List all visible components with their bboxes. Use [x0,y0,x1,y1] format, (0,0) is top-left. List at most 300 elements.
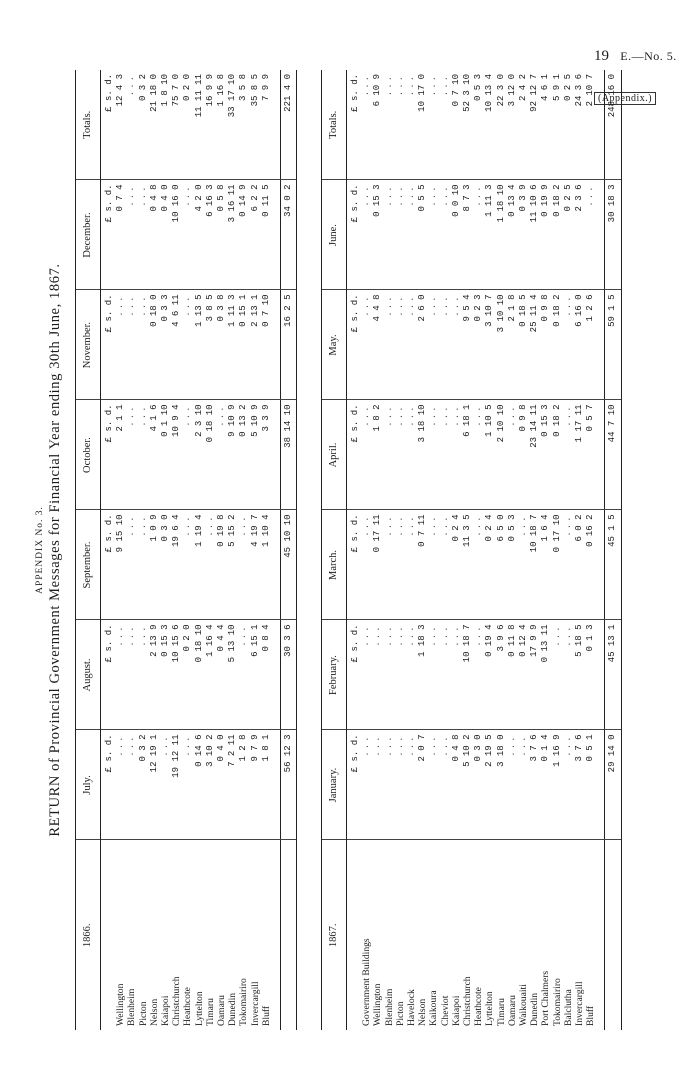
amount-cell: 1 11 3 [484,180,495,290]
amount-cell: 11 10 6 [529,180,540,290]
amount-cell: ... [440,510,451,620]
amount-cell: 0 14 9 [238,180,249,290]
amount-cell: 0 2 4 [451,510,462,620]
amount-cell: 0 3 2 [138,70,149,180]
amount-cell: ... [395,510,406,620]
amount-cell: 1 8 1 [261,730,272,840]
station-name: Timaru [204,998,216,1026]
station-name: Kaikoura [428,990,440,1026]
station-name: Nelson [148,998,160,1026]
amount-cell: ... [361,400,372,510]
amount-cell: 0 4 0 [216,730,227,840]
table-row [115,70,126,1030]
currency-units: £ s. d. [101,180,116,290]
amount-cell: 75 7 0 [171,70,182,180]
table-row [518,70,529,1030]
station-name: Picton [394,1001,406,1026]
amount-cell: ... [552,620,563,730]
amount-cell: 52 3 10 [462,70,473,180]
totals-label [281,840,297,1030]
table-row [417,70,428,1030]
amount-cell: 0 18 2 [552,290,563,400]
currency-units: £ s. d. [347,290,362,400]
amount-cell: 0 19 8 [216,510,227,620]
amount-cell: 0 1 3 [585,620,596,730]
amount-cell: 10 18 7 [462,620,473,730]
amount-cell: 3 18 0 [496,730,507,840]
column-header-july: July. [76,730,101,840]
amount-cell: ... [563,510,574,620]
amount-cell: 4 6 11 [171,290,182,400]
units-row [347,70,362,1030]
station-name: Balclutha [562,989,574,1026]
table-row [171,70,182,1030]
station-name: Waikouaiti [518,984,530,1026]
column-header-june: June. [322,180,347,290]
station-name: Christchurch [462,976,474,1026]
amount-cell: ... [216,400,227,510]
amount-cell: ... [406,180,417,290]
amount-cell: 2 10 7 [585,70,596,180]
header-row [76,70,101,1030]
amount-cell: ... [115,730,126,840]
amount-cell: 0 18 10 [194,620,205,730]
table-row [496,70,507,1030]
amount-cell: 0 13 4 [507,180,518,290]
messages-table-1866 [75,70,297,1030]
spacer-cell [272,70,281,180]
amount-cell: 1 19 4 [194,510,205,620]
table-row [138,70,149,1030]
currency-units: £ s. d. [101,70,116,180]
amount-cell: 5 10 2 [462,730,473,840]
amount-cell: ... [440,290,451,400]
table-row [585,70,596,1030]
station-name: Oamaru [216,995,228,1026]
table-row [428,70,439,1030]
spacer-cell [596,400,605,510]
amount-cell: 0 2 4 [484,510,495,620]
station-name: Invercargill [574,981,586,1026]
amount-cell: ... [205,510,216,620]
amount-cell: 0 19 4 [484,620,495,730]
amount-cell: 0 2 0 [182,620,193,730]
amount-cell: ... [182,180,193,290]
amount-cell: 11 11 11 [194,70,205,180]
station-name: Port Chalmers [540,970,552,1026]
total-amount: 221 4 0 [281,70,297,180]
amount-cell: 5 9 1 [552,70,563,180]
amount-cell: 35 8 5 [250,70,261,180]
amount-cell: ... [395,620,406,730]
amount-cell: 1 10 5 [484,400,495,510]
amount-cell: 0 11 5 [261,180,272,290]
amount-cell: 0 18 2 [552,180,563,290]
amount-cell: 2 13 9 [149,620,160,730]
spacer-cell [272,620,281,730]
amount-cell: 92 12 7 [529,70,540,180]
currency-units: £ s. d. [347,730,362,840]
amount-cell: 0 11 8 [507,620,518,730]
amount-cell: 2 19 5 [484,730,495,840]
amount-cell: 9 10 9 [227,400,238,510]
amount-cell: 3 3 9 [261,400,272,510]
amount-cell: 0 7 10 [451,70,462,180]
amount-cell: ... [406,290,417,400]
amount-cell: ... [238,620,249,730]
column-header-march: March. [322,510,347,620]
amount-cell: 1 10 4 [261,510,272,620]
amount-cell: 6 5 0 [496,510,507,620]
amount-cell: 0 3 9 [518,180,529,290]
amount-cell: 0 15 3 [372,180,383,290]
column-header-december: December. [76,180,101,290]
amount-cell: 0 3 3 [160,290,171,400]
amount-cell: ... [384,510,395,620]
amount-cell: ... [451,290,462,400]
amount-cell: ... [563,620,574,730]
amount-cell: 0 3 0 [160,510,171,620]
station-name: Christchurch [171,976,183,1026]
spacer-cell [596,840,605,1030]
total-amount: 30 3 6 [281,620,297,730]
amount-cell: 3 10 2 [205,730,216,840]
station-name: Havelock [406,989,418,1026]
amount-cell: 0 5 3 [473,70,484,180]
amount-cell: ... [126,730,137,840]
station-name: Government Buildings [361,938,373,1026]
spacer-cell [272,730,281,840]
table-row [552,70,563,1030]
amount-cell: ... [138,290,149,400]
amount-cell: 2 13 1 [250,290,261,400]
table-row [462,70,473,1030]
amount-cell: 1 6 4 [540,510,551,620]
amount-cell: ... [361,510,372,620]
page-number: 19 [594,48,609,64]
table-row [149,70,160,1030]
table-row [507,70,518,1030]
messages-table-1867 [321,70,622,1030]
amount-cell: 3 9 6 [496,620,507,730]
amount-cell: 5 13 10 [227,620,238,730]
amount-cell: 5 10 9 [250,400,261,510]
amount-cell: ... [182,400,193,510]
amount-cell: ... [440,400,451,510]
amount-cell: 6 2 2 [250,180,261,290]
table-row [194,70,205,1030]
amount-cell: 3 12 0 [507,70,518,180]
amount-cell: ... [428,290,439,400]
column-header-august: August. [76,620,101,730]
amount-cell: ... [440,730,451,840]
station-name: Oamaru [506,995,518,1026]
total-amount: 38 14 10 [281,400,297,510]
total-amount: 45 13 1 [605,620,621,730]
amount-cell: ... [361,70,372,180]
amount-cell: ... [395,70,406,180]
station-name: Kaiapoi [160,995,172,1026]
amount-cell: 6 16 3 [205,180,216,290]
amount-cell: ... [428,400,439,510]
amount-cell: ... [361,180,372,290]
spacer-row [272,70,281,1030]
table-row [182,70,193,1030]
amount-cell: 1 2 8 [238,730,249,840]
amount-cell: 3 16 11 [227,180,238,290]
station-name: Bluff [260,1005,272,1026]
amount-cell: 2 6 0 [417,290,428,400]
station-name: Dunedin [227,992,239,1026]
amount-cell: ... [182,510,193,620]
amount-cell: ... [563,730,574,840]
total-amount: 45 1 5 [605,510,621,620]
station-name: Picton [137,1001,149,1026]
column-header-september: September. [76,510,101,620]
amount-cell: ... [372,620,383,730]
amount-cell: 6 0 2 [574,510,585,620]
header-row [322,70,347,1030]
currency-units: £ s. d. [101,400,116,510]
table-row [395,70,406,1030]
amount-cell: ... [361,290,372,400]
table-row [540,70,551,1030]
amount-cell: 1 18 3 [417,620,428,730]
amount-cell: 0 4 4 [216,620,227,730]
amount-cell: ... [440,180,451,290]
total-amount: 30 18 3 [605,180,621,290]
spacer-cell [596,510,605,620]
amount-cell: 4 1 6 [149,400,160,510]
amount-cell: ... [406,70,417,180]
amount-cell: 10 15 6 [171,620,182,730]
units-spacer [101,840,116,1030]
amount-cell: ... [406,620,417,730]
currency-units: £ s. d. [101,730,116,840]
column-header-february: February. [322,620,347,730]
amount-cell: 0 2 3 [473,290,484,400]
amount-cell: 2 10 10 [496,400,507,510]
amount-cell: ... [428,730,439,840]
total-amount: 29 14 0 [605,730,621,840]
station-name: Blenheim [383,988,395,1026]
amount-cell: 2 0 7 [417,730,428,840]
amount-cell: 0 3 0 [473,730,484,840]
amount-cell: 0 9 8 [540,290,551,400]
amount-cell: ... [182,730,193,840]
amount-cell: ... [473,400,484,510]
spacer-cell [596,70,605,180]
amount-cell: 0 12 4 [518,620,529,730]
amount-cell: 1 11 3 [227,290,238,400]
amount-cell: ... [126,510,137,620]
station-name: Tokomairiro [238,978,250,1026]
amount-cell: 0 7 4 [115,180,126,290]
amount-cell: 2 4 2 [518,70,529,180]
table-row [529,70,540,1030]
amount-cell: 0 15 1 [238,290,249,400]
amount-cell: 1 2 6 [585,290,596,400]
amount-cell: ... [361,620,372,730]
amount-cell: 1 18 10 [496,180,507,290]
amount-cell: ... [126,180,137,290]
appendix-label: APPENDIX No. 3. [35,506,45,594]
amount-cell: ... [182,290,193,400]
station-name: Timaru [495,998,507,1026]
table-row [484,70,495,1030]
amount-cell: 10 16 0 [171,180,182,290]
table-row [406,70,417,1030]
total-amount: 248 16 0 [605,70,621,180]
amount-cell: 9 7 9 [250,730,261,840]
station-name: Lyttelton [193,991,205,1026]
amount-cell: 1 8 10 [160,70,171,180]
column-header-totals: Totals. [322,70,347,180]
table-row [160,70,171,1030]
amount-cell: ... [138,400,149,510]
station-name: Blenheim [126,988,138,1026]
spacer-cell [596,730,605,840]
amount-cell: ... [440,70,451,180]
amount-cell: ... [126,70,137,180]
amount-cell: ... [473,180,484,290]
table-row [361,70,372,1030]
amount-cell: 0 17 11 [372,510,383,620]
amount-cell: ... [406,510,417,620]
amount-cell: 0 5 5 [417,180,428,290]
amount-cell: 0 2 5 [563,70,574,180]
currency-units: £ s. d. [347,620,362,730]
amount-cell: ... [473,510,484,620]
amount-cell: 0 5 8 [216,180,227,290]
amount-cell: 0 4 0 [160,180,171,290]
column-header-may: May. [322,290,347,400]
amount-cell: ... [428,180,439,290]
amount-cell: ... [160,730,171,840]
appendix-tag: (Appendix.) [594,92,656,105]
amount-cell: 1 8 2 [372,400,383,510]
amount-cell: 1 16 4 [205,620,216,730]
amount-cell: 19 6 4 [171,510,182,620]
year-label: 1867. [322,840,347,1030]
amount-cell: 6 16 0 [574,290,585,400]
amount-cell: ... [126,400,137,510]
amount-cell: 6 10 9 [372,70,383,180]
station-name: Tokomairiro [551,978,563,1026]
amount-cell: 0 15 3 [540,400,551,510]
amount-cell: ... [395,400,406,510]
amount-cell: 33 17 10 [227,70,238,180]
spacer-cell [272,400,281,510]
amount-cell: 10 17 0 [417,70,428,180]
amount-cell: 19 12 11 [171,730,182,840]
table-row [473,70,484,1030]
amount-cell: 0 17 10 [552,510,563,620]
amount-cell: 10 13 4 [484,70,495,180]
amount-cell: 0 14 6 [194,730,205,840]
rotated-return-page [35,70,618,1030]
amount-cell: 22 3 0 [496,70,507,180]
station-name: Invercargill [249,981,261,1026]
amount-cell: 0 4 8 [149,180,160,290]
amount-cell: 2 3 10 [194,400,205,510]
amount-cell: 7 9 9 [261,70,272,180]
amount-cell: 5 18 5 [574,620,585,730]
amount-cell: 0 5 3 [507,510,518,620]
year-label: 1866. [76,840,101,1030]
table-row [238,70,249,1030]
amount-cell: ... [406,730,417,840]
totals-row [281,70,297,1030]
document-code: E.—No. 5. [620,49,677,63]
amount-cell: 0 0 10 [451,180,462,290]
amount-cell: 12 19 1 [149,730,160,840]
amount-cell: 10 9 4 [171,400,182,510]
spacer-cell [272,840,281,1030]
amount-cell: ... [361,730,372,840]
amount-cell: 0 13 11 [540,620,551,730]
station-name: Nelson [417,998,429,1026]
amount-cell: 17 9 9 [529,620,540,730]
station-name: Heathcote [473,987,485,1026]
amount-cell: ... [451,400,462,510]
amount-cell: ... [238,510,249,620]
amount-cell: ... [384,290,395,400]
amount-cell: 4 4 8 [372,290,383,400]
amount-cell: 2 1 8 [507,290,518,400]
table-row [205,70,216,1030]
units-row [101,70,116,1030]
currency-units: £ s. d. [101,620,116,730]
page-header [594,48,677,65]
amount-cell: 1 16 9 [552,730,563,840]
station-name: Kaiapoi [450,995,462,1026]
amount-cell: 0 7 10 [261,290,272,400]
amount-cell: ... [428,70,439,180]
amount-cell: ... [507,400,518,510]
station-name: Wellington [115,983,127,1026]
spacer-cell [272,510,281,620]
amount-cell: 10 18 7 [529,510,540,620]
amount-cell: ... [473,620,484,730]
amount-cell: 0 4 8 [451,730,462,840]
station-name: Wellington [372,983,384,1026]
amount-cell: 0 18 5 [518,290,529,400]
total-amount: 16 2 5 [281,290,297,400]
column-header-november: November. [76,290,101,400]
amount-cell: ... [428,510,439,620]
amount-cell: ... [115,620,126,730]
amount-cell: ... [384,620,395,730]
amount-cell: 4 2 0 [194,180,205,290]
amount-cell: 0 9 8 [518,400,529,510]
table-row [227,70,238,1030]
return-title: RETURN of Provincial Government Messages for Financial Year ending 30th June, 1867. [47,263,63,837]
amount-cell: 3 10 10 [496,290,507,400]
total-amount: 45 10 10 [281,510,297,620]
amount-cell: 23 14 11 [529,400,540,510]
units-spacer [347,840,362,1030]
amount-cell: ... [384,70,395,180]
totals-row [605,70,621,1030]
amount-cell: ... [440,620,451,730]
currency-units: £ s. d. [101,510,116,620]
amount-cell: 0 2 5 [563,180,574,290]
amount-cell: 0 13 2 [238,400,249,510]
currency-units: £ s. d. [347,510,362,620]
table-row [440,70,451,1030]
table-row [250,70,261,1030]
